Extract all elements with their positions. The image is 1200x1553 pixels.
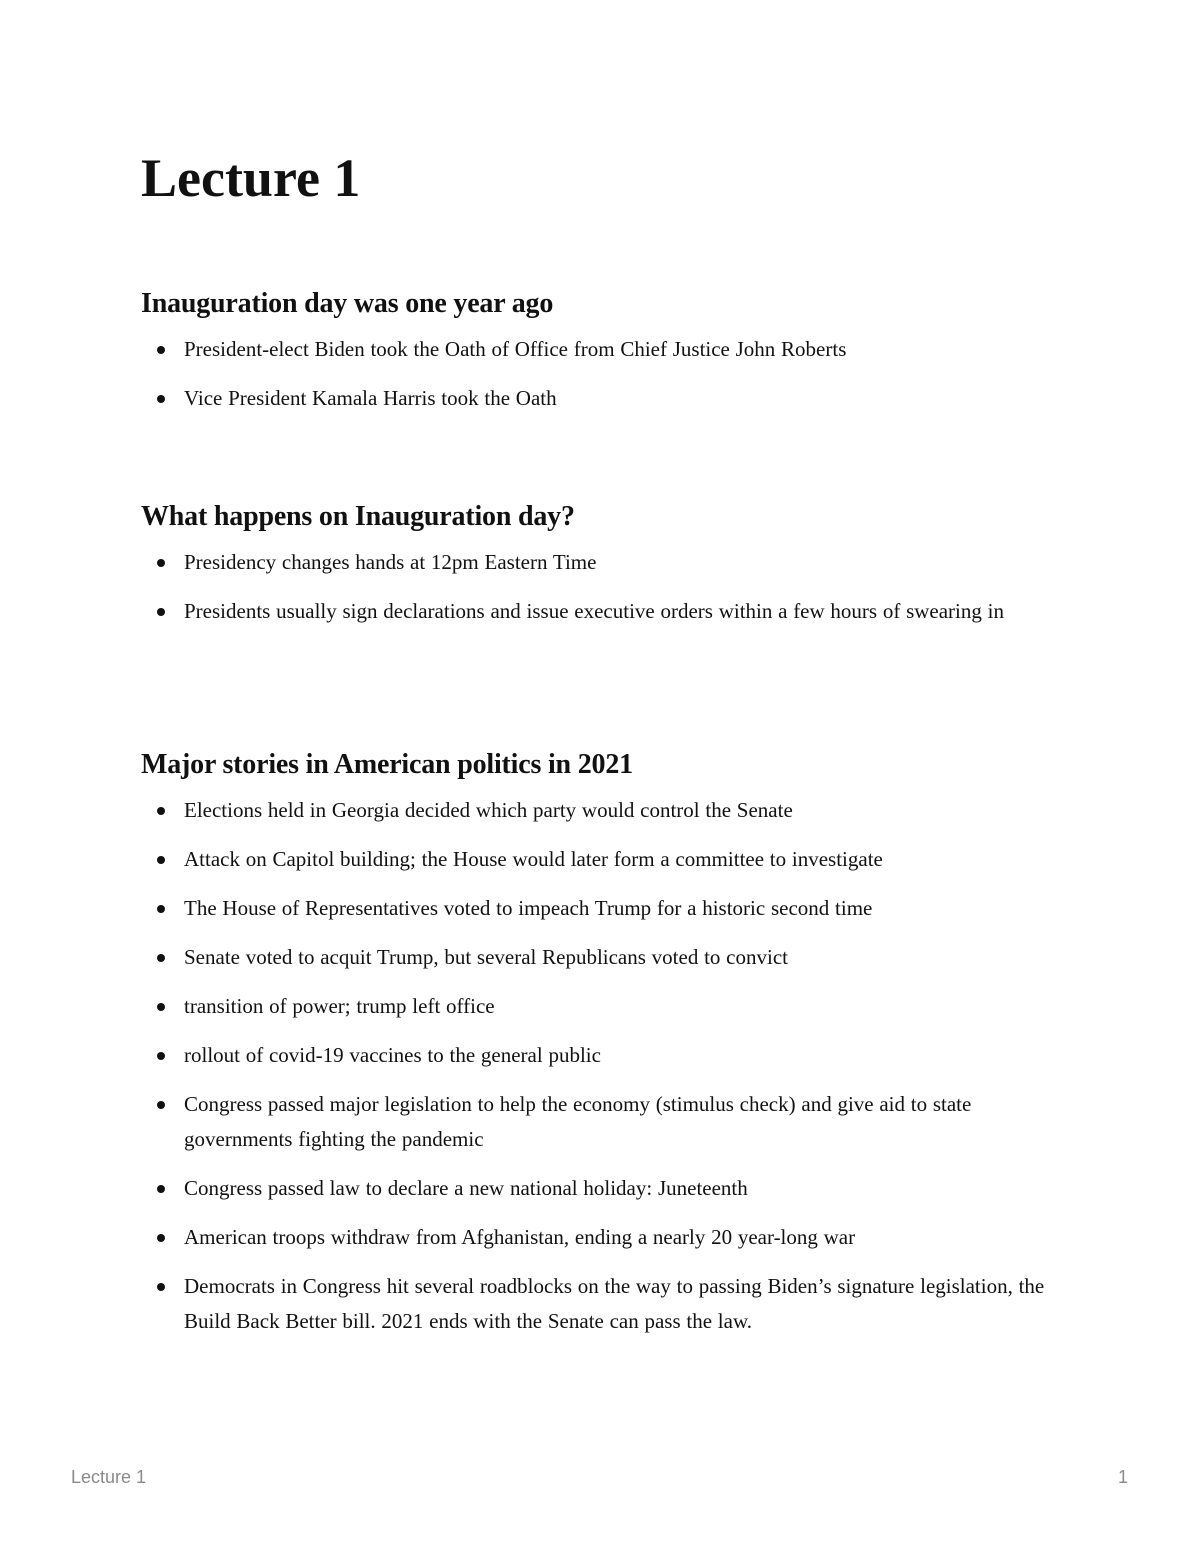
- bullet-icon: [157, 1101, 165, 1109]
- section-heading: Major stories in American politics in 2021: [141, 749, 633, 780]
- list-item: [141, 1087, 1081, 1157]
- list-item-text: Congress passed major legislation to help the economy (stimulus check) and give aid to state governments fighting the pandemic: [184, 1092, 972, 1151]
- list-item-text: Senate voted to acquit Trump, but several Republicans voted to convict: [184, 945, 788, 969]
- list-item: [141, 989, 1081, 1024]
- footer-page-number: 1: [1117, 1467, 1128, 1487]
- list-item: [141, 1220, 1081, 1255]
- list-item: [141, 793, 1081, 828]
- bullet-icon: [157, 608, 165, 616]
- list-item: [141, 381, 1081, 416]
- list-item-text: Presidency changes hands at 12pm Eastern Time: [184, 550, 597, 574]
- bullet-list: [141, 545, 1081, 629]
- bullet-icon: [157, 1185, 165, 1193]
- bullet-list: [141, 793, 1081, 1339]
- section-inauguration-day: [141, 286, 1081, 430]
- section-heading: Inauguration day was one year ago: [141, 288, 554, 319]
- footer-document-title: Lecture 1: [71, 1467, 147, 1487]
- list-item: [141, 891, 1081, 926]
- list-item-text: Elections held in Georgia decided which party would control the Senate: [184, 798, 793, 822]
- list-item-text: The House of Representatives voted to impeach Trump for a historic second time: [184, 896, 873, 920]
- list-item: [141, 545, 1081, 580]
- section-major-stories: [141, 747, 1081, 1353]
- bullet-list: [141, 332, 1081, 416]
- section-heading: What happens on Inauguration day?: [141, 501, 575, 532]
- section-what-happens: [141, 499, 1081, 643]
- bullet-icon: [157, 1234, 165, 1242]
- list-item: [141, 1269, 1081, 1339]
- bullet-icon: [157, 1052, 165, 1060]
- list-item-text: Attack on Capitol building; the House would later form a committee to investigate: [184, 847, 883, 871]
- bullet-icon: [157, 856, 165, 864]
- bullet-icon: [157, 1003, 165, 1011]
- bullet-icon: [157, 954, 165, 962]
- list-item: [141, 594, 1081, 629]
- list-item-text: Congress passed law to declare a new national holiday: Juneteenth: [184, 1176, 748, 1200]
- list-item-text: American troops withdraw from Afghanistan, ending a nearly 20 year-long war: [184, 1225, 856, 1249]
- list-item-text: Vice President Kamala Harris took the Oath: [184, 386, 557, 410]
- bullet-icon: [157, 346, 165, 354]
- list-item: [141, 1038, 1081, 1073]
- list-item: [141, 332, 1081, 367]
- list-item-text: President-elect Biden took the Oath of Office from Chief Justice John Roberts: [184, 337, 847, 361]
- list-item: [141, 1171, 1081, 1206]
- bullet-icon: [157, 559, 165, 567]
- list-item-text: Democrats in Congress hit several roadblocks on the way to passing Biden’s signature legislation, the Build Back Better bill. 2021 ends with the Senate can pass the law.: [184, 1274, 1045, 1333]
- list-item: [141, 940, 1081, 975]
- bullet-icon: [157, 905, 165, 913]
- list-item-text: transition of power; trump left office: [184, 994, 495, 1018]
- bullet-icon: [157, 1283, 165, 1291]
- list-item-text: Presidents usually sign declarations and issue executive orders within a few hours of swearing in: [184, 599, 1004, 623]
- bullet-icon: [157, 807, 165, 815]
- list-item: [141, 842, 1081, 877]
- bullet-icon: [157, 395, 165, 403]
- page-title: Lecture 1: [141, 148, 361, 208]
- list-item-text: rollout of covid-19 vaccines to the general public: [184, 1043, 601, 1067]
